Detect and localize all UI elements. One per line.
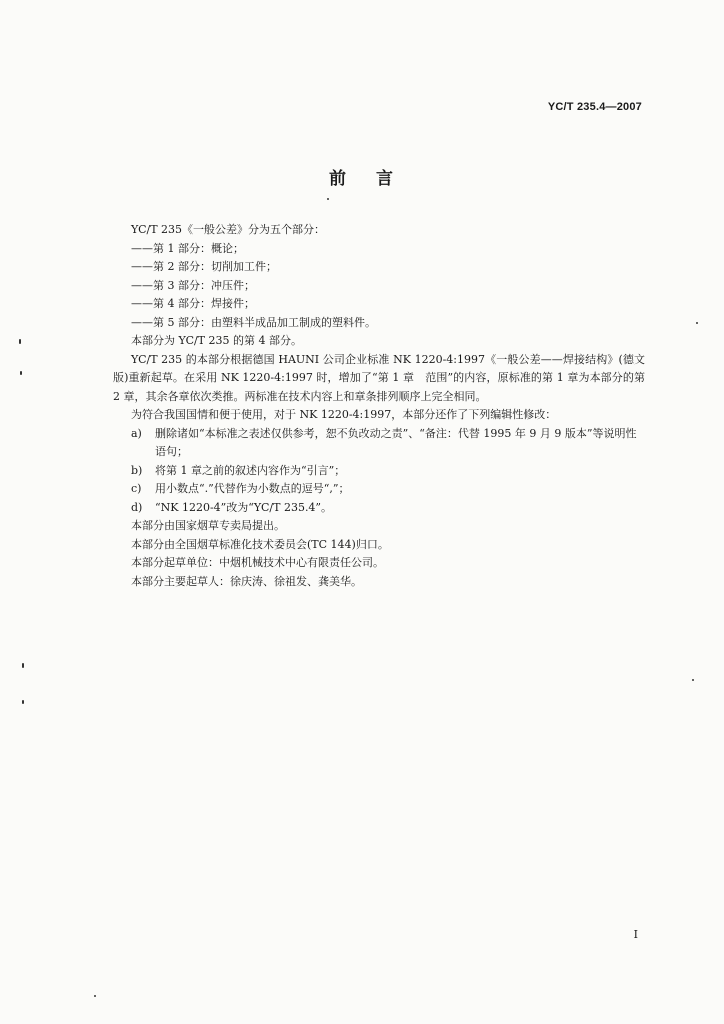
scan-speck [22,700,24,704]
page-title [0,164,724,189]
modification-item-b [113,462,645,481]
proposed-by-line: 本部分由国家烟草专卖局提出。 [131,519,285,532]
scan-speck [22,663,24,668]
basis-paragraph: YC/T 235 的本部分根据德国 HAUNI 公司企业标准 NK 1220-4:1997《一般公差——焊接结构》(德文版)重新起草。在采用 NK 1220-4:1997 时，增加了“第 1 章 范围”的内容，原标准的第 1 章为本部分的第 2 章，其余各章依次类推。两标准在技术内容上和章条排列顺序上完全相同。 [113,352,645,403]
modification-text: 用小数点“.”代替作为小数点的逗号“,”； [155,482,350,495]
modification-text: 将第 1 章之前的叙述内容作为“引言”； [155,463,346,477]
part-item-1: ——第 1 部分：概论； [131,241,244,255]
part-item-3: ——第 3 部分：冲压件； [131,278,255,292]
modifications-intro: 为符合我国国情和便于使用，对于 NK 1220-4:1997，本部分还作了下列编辑性修改： [131,408,557,421]
standard-number: YC/T 235.4—2007 [547,101,642,113]
modification-text: 删除诸如“本标准之表述仅供参考，恕不负改动之责”、“备注：代替 1995 年 9 月 9 版本”等说明性语句； [155,426,637,458]
scan-speck [692,679,694,681]
scan-speck [696,322,698,324]
drafters-line: 本部分主要起草人：徐庆涛、徐祖发、龚美华。 [131,574,362,588]
part-item-2: ——第 2 部分：切削加工件； [131,260,277,273]
modification-label: a) [131,426,142,440]
scan-speck [94,995,96,997]
scan-speck [327,198,329,200]
scan-speck [20,371,22,375]
drafting-unit-line: 本部分起草单位：中烟机械技术中心有限责任公司。 [131,556,384,569]
part-item-4: ——第 4 部分：焊接件； [131,297,255,310]
intro-line: YC/T 235《一般公差》分为五个部分： [131,223,326,236]
modification-text: “NK 1220-4”改为“YC/T 235.4”。 [155,500,333,514]
this-part-line: 本部分为 YC/T 235 的第 4 部分。 [131,334,303,347]
part-item-5: ——第 5 部分：由塑料半成品加工制成的塑料件。 [131,315,376,329]
modification-item-a [113,425,645,462]
managed-by-line: 本部分由全国烟草标准化技术委员会(TC 144)归口。 [131,537,389,551]
modification-label: c) [131,482,142,495]
modification-label: d) [131,500,143,514]
modification-label: b) [131,463,143,477]
foreword-body [113,221,645,591]
title-char-1: 前 [329,169,348,189]
scan-speck [19,339,21,344]
modification-item-c [113,480,645,499]
modification-item-d [113,499,645,518]
title-char-2: 言 [376,169,395,189]
page-number: I [633,928,638,941]
